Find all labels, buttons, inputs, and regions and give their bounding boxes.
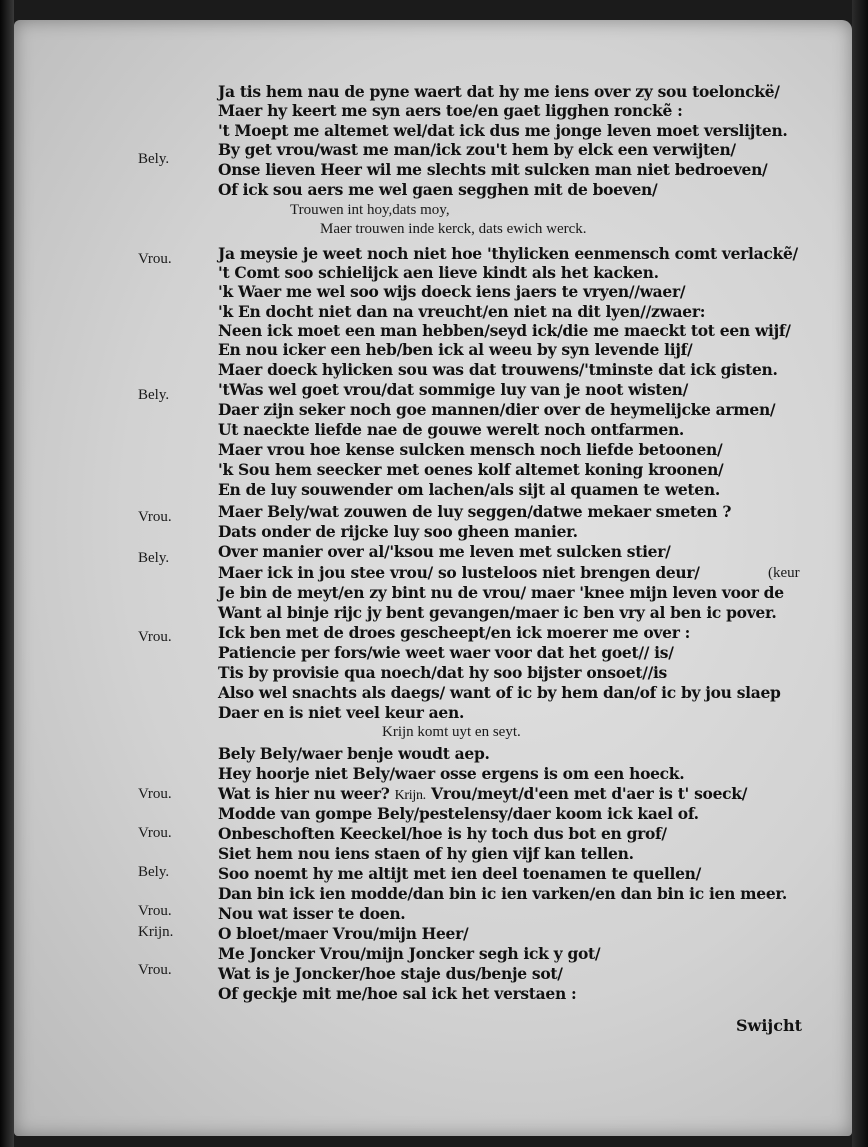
couplet-line: Trouwen int hoy,dats moy, (290, 202, 450, 218)
verse-line: Neen ick moet een man hebben/seyd ick/die me maeckt tot een wijf/ (218, 321, 791, 340)
verse-line: By get vrou/wast me man/ick zou't hem by elck een verwijten/ (218, 140, 736, 159)
side-word: (keur (768, 565, 800, 581)
verse-line: Je bin de meyt/en zy bint nu de vrou/ maer 'knee mijn leven voor de (218, 583, 784, 602)
verse-line: Maer vrou hoe kense sulcken mensch noch liefde betoonen/ (218, 440, 723, 459)
verse-line: Want al binje rijc jy bent gevangen/maer ic ben vry al ben ic pover. (218, 603, 777, 622)
verse-line: Bely Bely/waer benje woudt aep. (218, 744, 490, 763)
verse-line: 't Moept me altemet wel/dat ick dus me jonge leven moet verslijten. (218, 121, 788, 140)
speaker-krijn: Krijn. (138, 924, 174, 940)
verse-fragment: Wat is hier nu weer? (218, 784, 390, 803)
verse-line: Soo noemt hy me altijt met ien deel toenamen te quellen/ (218, 864, 701, 883)
speaker-bely: Bely. (138, 864, 170, 880)
verse-line: Nou wat isser te doen. (218, 904, 406, 923)
verse-line: Maer Bely/wat zouwen de luy seggen/datwe mekaer smeten ? (218, 502, 732, 521)
verse-line: Also wel snachts als daegs/ want of ic by hem dan/of ic by jou slaep (218, 683, 781, 702)
verse-line: Ja tis hem nau de pyne waert dat hy me iens over zy sou toelonckë/ (218, 82, 780, 101)
verse-line: 't Comt soo schielijck aen lieve kindt als het kacken. (218, 263, 659, 282)
verse-line: Dan bin ick ien modde/dan bin ic ien varken/en dan bin ic ien meer. (218, 884, 787, 903)
speaker-vrou: Vrou. (138, 629, 172, 645)
verse-line: Daer zijn seker noch goe mannen/dier over de heymelijcke armen/ (218, 400, 776, 419)
speaker-vrou: Vrou. (138, 786, 172, 802)
verse-line: Dats onder de rijcke luy soo gheen manier. (218, 522, 578, 541)
verse-line: Ut naeckte liefde nae de gouwe werelt noch ontfarmen. (218, 420, 685, 439)
verse-line: En nou icker een heb/ben ick al weeu by syn levende lijf/ (218, 340, 693, 359)
verse-line: Tis by provisie qua noech/dat hy soo bijster onsoet//is (218, 663, 667, 682)
verse-line: Modde van gompe Bely/pestelensy/daer koom ick kael of. (218, 804, 699, 823)
catchword: Swijcht (736, 1016, 802, 1035)
speaker-bely: Bely. (138, 387, 170, 403)
verse-line: Ja meysie je weet noch niet hoe 'thylicken eenmensch comt verlackẽ/ (218, 244, 798, 263)
speaker-bely: Bely. (138, 151, 170, 167)
verse-line: 'tWas wel goet vrou/dat sommige luy van je noot wisten/ (218, 380, 688, 399)
verse-line: Ick ben met de droes gescheept/en ick moerer me over : (218, 623, 691, 642)
stage-direction: Krijn komt uyt en seyt. (382, 724, 521, 740)
verse-line: Wat is je Joncker/hoe staje dus/benje sot/ (218, 964, 563, 983)
book-right-edge (852, 0, 868, 1147)
verse-line: 'k Sou hem seecker met oenes kolf altemet koning kroonen/ (218, 460, 724, 479)
verse-line: Maer doeck hylicken sou was dat trouwens/'tminste dat ick gisten. (218, 360, 778, 379)
verse-line (218, 784, 747, 804)
verse-line: Hey hoorje niet Bely/waer osse ergens is om een hoeck. (218, 764, 685, 783)
verse-line: Of geckje mit me/hoe sal ick het verstaen : (218, 984, 577, 1003)
inline-speaker-krijn: Krijn. (394, 788, 426, 803)
verse-line: Onbeschoften Keeckel/hoe is hy toch dus bot en grof/ (218, 824, 667, 843)
speaker-bely: Bely. (138, 550, 170, 566)
verse-line: Daer en is niet veel keur aen. (218, 703, 465, 722)
speaker-vrou: Vrou. (138, 251, 172, 267)
verse-line: Of ick sou aers me wel gaen segghen mit de boeven/ (218, 180, 658, 199)
speaker-vrou: Vrou. (138, 962, 172, 978)
verse-line: Onse lieven Heer wil me slechts mit sulcken man niet bedroeven/ (218, 160, 768, 179)
verse-line: Maer hy keert me syn aers toe/en gaet ligghen ronckẽ : (218, 101, 683, 120)
verse-fragment: Vrou/meyt/d'een met d'aer is t' soeck/ (431, 784, 748, 803)
verse-line: 'k En docht niet dan na vreucht/en niet na dit lyen//zwaer: (218, 302, 706, 321)
speaker-vrou: Vrou. (138, 509, 172, 525)
verse-line: Siet hem nou iens staen of hy gien vijf kan tellen. (218, 844, 634, 863)
verse-line: Patiencie per fors/wie weet waer voor dat het goet// is/ (218, 643, 674, 662)
verse-line: Maer ick in jou stee vrou/ so lusteloos niet brengen deur/ (218, 563, 700, 582)
verse-line: En de luy souwender om lachen/als sijt al quamen te weten. (218, 480, 720, 499)
speaker-vrou: Vrou. (138, 825, 172, 841)
book-page (14, 20, 852, 1136)
verse-line: Me Joncker Vrou/mijn Joncker segh ick y got/ (218, 944, 601, 963)
verse-line: O bloet/maer Vrou/mijn Heer/ (218, 924, 469, 943)
verse-line: 'k Waer me wel soo wijs doeck iens jaers te vryen//waer/ (218, 282, 686, 301)
speaker-vrou: Vrou. (138, 903, 172, 919)
couplet-line: Maer trouwen inde kerck, dats ewich werck. (320, 221, 587, 237)
book-binding-edge (0, 0, 14, 1147)
verse-line: Over manier over al/'ksou me leven met sulcken stier/ (218, 542, 671, 561)
